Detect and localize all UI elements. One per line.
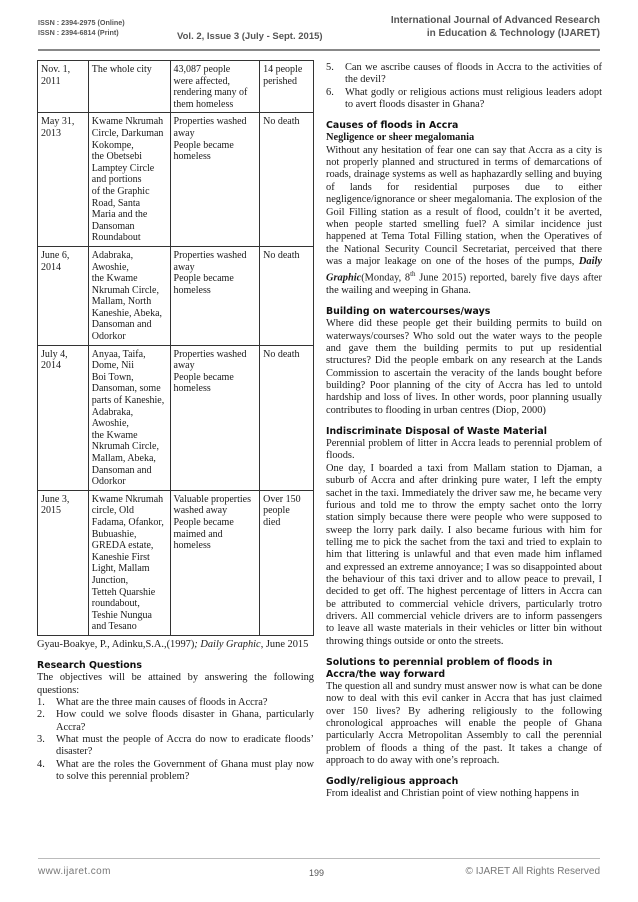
- source-rest: , June 2015: [260, 638, 309, 650]
- waste-paragraph-2: One day, I boarded a taxi from Mallam station to Djaman, a suburb of Accra and after drinking pure water, I left the empty sachet in the taxi. Immediately the driver saw me, he became very furious and told me to throw the empty sachet onto the lorry station simply because there were people who were supposed to sweep the lorry park daily. I also became furious with him for telling me to pick the sachet from the taxi and tried to explain to him that littering is unlawful and that even made him inflamed and expressed an extreme annoyance; I was so disappointed about the behaviour of this taxi driver and to allow peace to prevail, I decided to get off. The highest percentage of litters in Accra can be attributed to commercial vehicle drivers, particularly trotro drivers. All commercial vehicle drivers are to inform passengers to leave all waste materials in their vehicles or litter bin without throwing things outside or onto the streets.: [326, 462, 602, 647]
- table-cell-date: July 4, 2014: [38, 345, 89, 490]
- table-row: [38, 113, 314, 247]
- table-cell-deaths: No death: [260, 345, 314, 490]
- source-authors: Gyau-Boakye, P., Adinku,S.A.,(1997): [37, 638, 195, 650]
- source-sep: ;: [194, 638, 201, 650]
- table-cell-date: June 3, 2015: [38, 490, 89, 635]
- table-cell-date: May 31, 2013: [38, 113, 89, 247]
- waste-paragraph-1: Perennial problem of litter in Accra leads to perennial problem of floods.: [326, 438, 602, 462]
- table-cell-impact: Properties washed away People became homeless: [170, 345, 260, 490]
- issn-online: ISSN : 2394-2975 (Online): [38, 18, 125, 27]
- page-number: 199: [309, 868, 325, 878]
- source-paper: Daily Graphic: [200, 638, 261, 650]
- research-questions-list-b: [326, 62, 602, 111]
- research-question: 5. Can we ascribe causes of floods in Accra to the activities of the devil?: [326, 62, 602, 86]
- table-row: [38, 490, 314, 635]
- table-cell-location: Kwame Nkrumah circle, Old Fadama, Ofankor, Bubuashie, GREDA estate, Kaneshie First Light, Mallam Junction, Tetteh Quarshie roundabout, Teshie Nungua and Tesano: [88, 490, 170, 635]
- footer-rule: [38, 858, 600, 859]
- godly-heading: Godly/religious approach: [326, 776, 459, 788]
- solutions-heading: Solutions to perennial problem of floods in Accra/the way forward: [326, 656, 553, 680]
- table-row: [38, 61, 314, 113]
- solutions-paragraph: The question all and sundry must answer now is what can be done now to deal with this evil canker in Accra that has just claimed over 150 lives? By adhering religiously to the following chronological approaches will enable the people of Ghana particularly Accra Metropolitan Assembly to call the perennial problem of floods a thing of the past. It takes a change of approach to do away with one’s reproach.: [326, 680, 602, 767]
- journal-title-line2: in Education & Technology (IJARET): [426, 28, 600, 39]
- journal-title-line1: International Journal of Advanced Research: [390, 15, 600, 26]
- research-question: 2. How could we solve floods disaster in Ghana, particularly Accra?: [37, 709, 314, 733]
- table-cell-deaths: Over 150 people died: [260, 490, 314, 635]
- causes-heading: Causes of floods in Accra: [326, 120, 459, 132]
- table-cell-deaths: No death: [260, 113, 314, 247]
- research-question: 6. What godly or religious actions must religious leaders adopt to avert floods disaster in Ghana?: [326, 86, 602, 111]
- journal-title: [391, 14, 600, 40]
- research-question: 3. What must the people of Accra do now to eradicate floods’ disaster?: [37, 734, 314, 758]
- waste-heading: Indiscriminate Disposal of Waste Material: [326, 426, 547, 438]
- godly-paragraph: From idealist and Christian point of view nothing happens in: [326, 788, 580, 800]
- table-cell-location: Adabraka, Awoshie, the Kwame Nkrumah Circle, Mallam, North Kaneshie, Abeka, Dansoman and Odorkor: [88, 246, 170, 345]
- table-source: [37, 639, 314, 651]
- left-column: [37, 60, 314, 783]
- table-cell-impact: Properties washed away People became homeless: [170, 246, 260, 345]
- table-cell-date: June 6, 2014: [38, 246, 89, 345]
- issn-block: [38, 18, 125, 38]
- header-rule: [38, 49, 600, 51]
- table-cell-date: Nov. 1, 2011: [38, 61, 89, 113]
- volume-issue: Vol. 2, Issue 3 (July - Sept. 2015): [177, 31, 323, 42]
- causes-paragraph: Without any hesitation of fear one can say that Accra as a city is not properly planned and structured in terms of demarcations of roads, drainage systems as well as haphazardly selling and buying of lands for residential purposes due to either negligence/ignorance or sheer megalomania. The explosion of the Goil Filling station as a result of flood, couldn’t it be averted, when people started smelling fuel? A similar incidence just happened at Tema Total Filling station, when the Operatives of the National Security Council Secretariat, perceived that there was a major leakage on one of the hoses of the pumps, Daily Graphic(Monday, 8th June 2015) reported, barely five days after the wailing and weeping in Ghana.: [326, 144, 602, 297]
- table-row: [38, 246, 314, 345]
- table-cell-location: The whole city: [88, 61, 170, 113]
- table-cell-impact: Properties washed away People became homeless: [170, 113, 260, 247]
- right-column: [326, 62, 602, 801]
- table-cell-location: Anyaa, Taifa, Dome, Nii Boi Town, Dansoman, some parts of Kaneshie, Adabraka, Awoshie, the Kwame Nkrumah Circle, Mallam, Abeka, Dansoman and Odorkor: [88, 345, 170, 490]
- research-questions-heading: Research Questions: [37, 660, 142, 672]
- daily-graphic-ref: Daily Graphic: [326, 255, 602, 284]
- research-intro: The objectives will be attained by answering the following questions:: [37, 672, 314, 696]
- table-cell-deaths: No death: [260, 246, 314, 345]
- table-cell-impact: 43,087 people were affected, rendering many of them homeless: [170, 61, 260, 113]
- building-paragraph: Where did these people get their building permits to build on waterways/courses? Who sold out the water ways to the people and gave them the building permits to put up residential structures? Did the people embark on any research at the Lands Commission to ascertain the veracity of the lands bought before building? Poor planning of the city of Accra has led to untold hardship and loss of lives. In other words, poor planning usually contributes to flooding in urban centres (Diop, 2000): [326, 318, 602, 416]
- table-cell-location: Kwame Nkrumah Circle, Darkuman Kokompe, the Obetsebi Lamptey Circle and portions of the Graphic Road, Santa Maria and the Dansoman Roundabout: [88, 113, 170, 247]
- table-row: [38, 345, 314, 490]
- footer-copyright: © IJARET All Rights Reserved: [465, 866, 600, 877]
- negligence-subheading: Negligence or sheer megalomania: [326, 132, 475, 144]
- research-question: 1. What are the three main causes of floods in Accra?: [37, 697, 268, 708]
- footer-website: www.ijaret.com: [38, 866, 111, 877]
- research-question: 4. What are the roles the Government of Ghana must play now to solve this perennial problem?: [37, 758, 314, 783]
- table-cell-deaths: 14 people perished: [260, 61, 314, 113]
- table-cell-impact: Valuable properties washed away People became maimed and homeless: [170, 490, 260, 635]
- flood-events-table: [37, 60, 314, 636]
- building-heading: Building on watercourses/ways: [326, 306, 491, 318]
- research-questions-list-a: [37, 697, 314, 783]
- issn-print: ISSN : 2394-6814 (Print): [38, 28, 119, 37]
